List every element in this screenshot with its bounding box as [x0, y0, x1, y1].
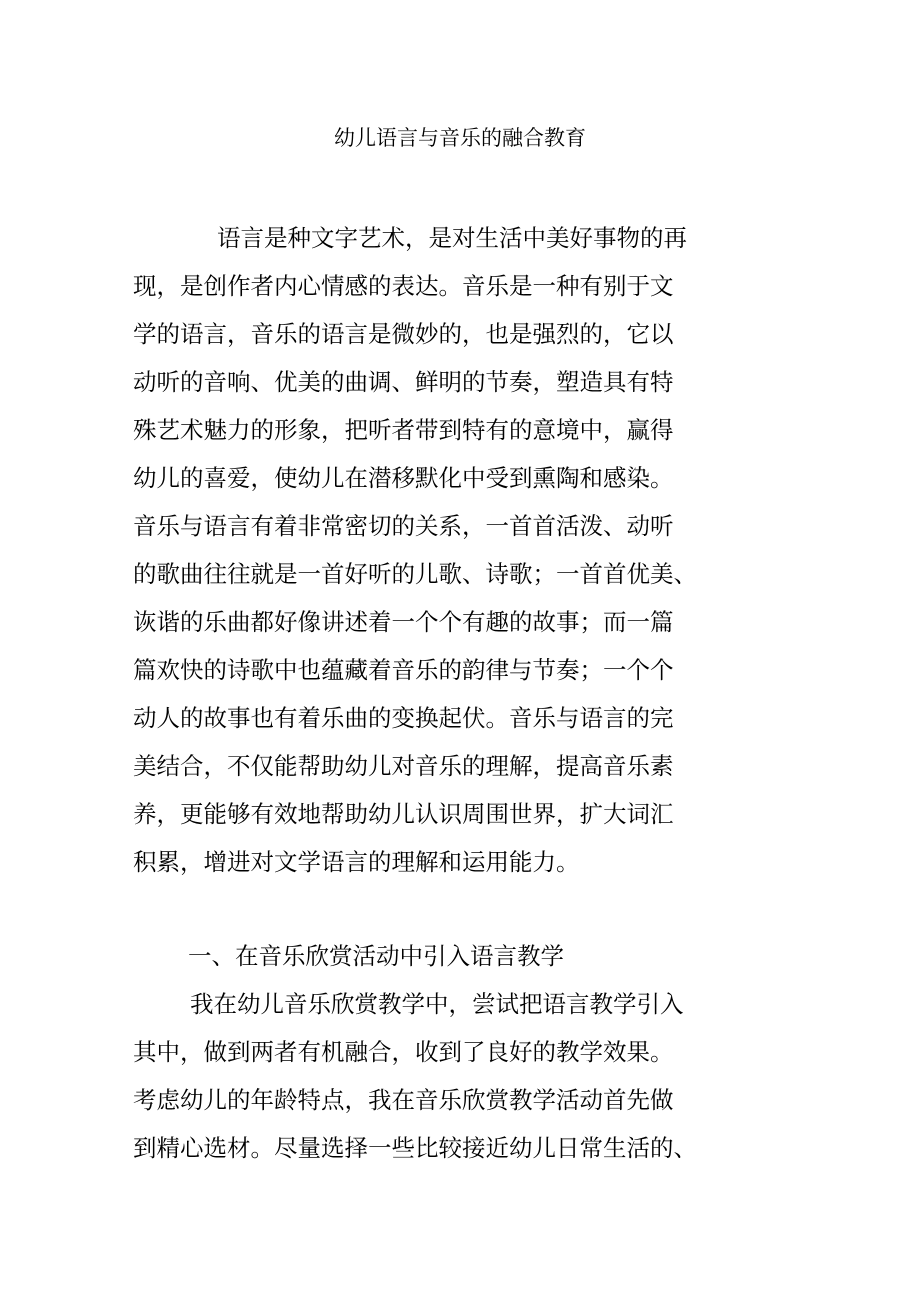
paragraph-line: 诙谐的乐曲都好像讲述着一个个有趣的故事；而一篇	[133, 608, 674, 636]
paragraph-line: 殊艺术魅力的形象，把听者带到特有的意境中，赢得	[133, 416, 674, 444]
paragraph-line: 到精心选材。尽量选择一些比较接近幼儿日常生活的、	[133, 1134, 697, 1162]
paragraph-line: 动人的故事也有着乐曲的变换起伏。音乐与语言的完	[133, 704, 674, 732]
paragraph-line: 学的语言，音乐的语言是微妙的，也是强烈的，它以	[133, 320, 674, 348]
paragraph-line: 其中，做到两者有机融合，收到了良好的教学效果。	[133, 1038, 674, 1066]
section-heading: 一、在音乐欣赏活动中引入语言教学	[188, 942, 564, 970]
paragraph-line: 考虑幼儿的年龄特点，我在音乐欣赏教学活动首先做	[133, 1086, 674, 1114]
paragraph-line: 现，是创作者内心情感的表达。音乐是一种有别于文	[133, 272, 674, 300]
paragraph-line: 音乐与语言有着非常密切的关系，一首首活泼、动听	[133, 512, 674, 540]
paragraph-line: 养，更能够有效地帮助幼儿认识周围世界，扩大词汇	[133, 800, 674, 828]
paragraph-line: 积累，增进对文学语言的理解和运用能力。	[133, 848, 580, 876]
document-title: 幼儿语言与音乐的融合教育	[334, 126, 586, 150]
paragraph-line: 篇欢快的诗歌中也蕴藏着音乐的韵律与节奏；一个个	[133, 656, 674, 684]
paragraph-line: 美结合，不仅能帮助幼儿对音乐的理解，提高音乐素	[133, 752, 674, 780]
paragraph-line: 的歌曲往往就是一首好听的儿歌、诗歌；一首首优美、	[133, 560, 697, 588]
paragraph-line: 幼儿的喜爱，使幼儿在潜移默化中受到熏陶和感染。	[133, 464, 674, 492]
paragraph-line: 我在幼儿音乐欣赏教学中，尝试把语言教学引入	[190, 990, 684, 1018]
paragraph-line: 动听的音响、优美的曲调、鲜明的节奏，塑造具有特	[133, 368, 674, 396]
paragraph-line: 语言是种文字艺术，是对生活中美好事物的再	[217, 224, 687, 252]
